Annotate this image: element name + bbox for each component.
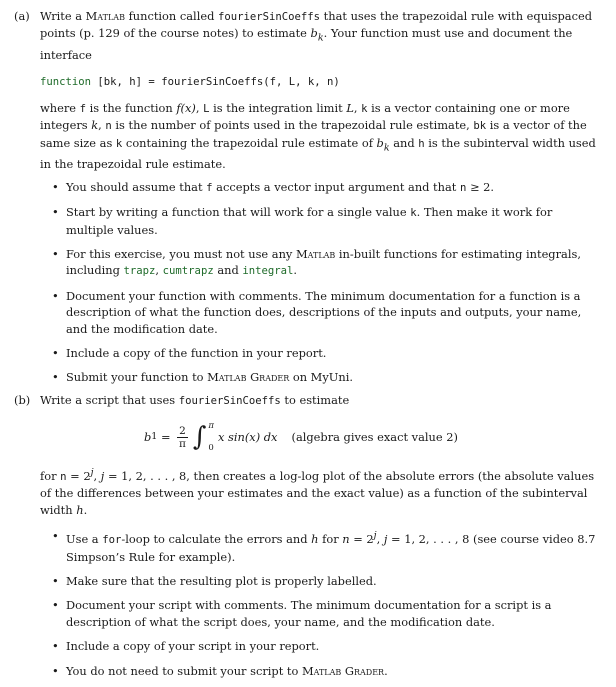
code-k: k bbox=[361, 102, 368, 115]
code-k: k bbox=[410, 207, 417, 220]
text: that uses the trapezoidal rule with equispaced points (p. 129 of the course notes) to estimate bbox=[40, 9, 593, 41]
exact-value-note: (algebra gives exact value 2) bbox=[291, 430, 458, 445]
code-k: k bbox=[115, 137, 123, 150]
text: . Then make it work for multiple values. bbox=[66, 205, 553, 237]
text: You should assume that bbox=[66, 179, 207, 194]
text: , bbox=[98, 118, 106, 133]
text: For this exercise, you must not use any bbox=[66, 247, 296, 262]
text: where bbox=[40, 100, 80, 115]
text: , bbox=[353, 100, 362, 115]
text: Document your script with comments. The minimum documentation for a script is a description of what the script does, your name, and the modification date. bbox=[66, 598, 552, 629]
upper-limit: π bbox=[208, 421, 214, 432]
text: on MyUni. bbox=[289, 370, 353, 385]
text: function called bbox=[124, 9, 218, 23]
matlab-name: Matlab bbox=[85, 9, 125, 23]
math-b: b bbox=[310, 26, 318, 41]
function-name: fourierSinCoeffs bbox=[218, 11, 321, 23]
integral-sign: ∫ bbox=[192, 422, 207, 453]
list-item bbox=[52, 663, 602, 679]
bullet: • bbox=[52, 663, 59, 678]
text: in-built functions for estimating integrals, including bbox=[66, 247, 581, 278]
text: ≥ 2. bbox=[466, 179, 495, 194]
text: Include a copy of the function in your report. bbox=[66, 346, 327, 361]
lower-limit: 0 bbox=[208, 443, 214, 454]
code-f: f bbox=[79, 102, 87, 115]
text: -loop to calculate the errors and bbox=[121, 532, 312, 547]
part-a bbox=[14, 8, 602, 394]
code-n: n bbox=[459, 181, 467, 194]
bullet: • bbox=[52, 598, 59, 613]
code-for: for bbox=[102, 534, 122, 547]
function-signature bbox=[40, 74, 602, 90]
part-a-bullets bbox=[40, 179, 602, 386]
bullet: • bbox=[52, 179, 59, 194]
text: for bbox=[40, 469, 61, 484]
part-b bbox=[14, 392, 602, 687]
text: is a vector of the same size as bbox=[40, 118, 587, 150]
code-L: L bbox=[203, 102, 210, 115]
part-b-description bbox=[40, 465, 602, 518]
math-sub: k bbox=[383, 142, 390, 153]
math-k: k bbox=[91, 118, 99, 133]
code-cumtrapz: cumtrapz bbox=[162, 265, 214, 278]
text: . bbox=[384, 663, 388, 678]
part-b-intro bbox=[40, 392, 602, 409]
text: and bbox=[389, 135, 419, 150]
denominator: π bbox=[179, 437, 186, 450]
bullet: • bbox=[52, 573, 59, 588]
text: to estimate bbox=[280, 392, 350, 407]
text: , bbox=[93, 469, 101, 484]
math-j: j bbox=[100, 469, 105, 484]
numerator: 2 bbox=[179, 424, 186, 437]
math-h: h bbox=[311, 532, 319, 547]
text: = 1, 2, . . . , 8 (see course video 8.7 Simpson’s Rule for example). bbox=[66, 532, 596, 564]
list-item bbox=[52, 179, 602, 196]
matlab-grader-name: Matlab Grader bbox=[301, 663, 385, 678]
text: = 2 bbox=[349, 532, 374, 547]
bullet: • bbox=[52, 288, 59, 303]
math-sup: j bbox=[90, 467, 94, 479]
code-bk: bk bbox=[473, 120, 487, 133]
math-sub: 1 bbox=[151, 431, 158, 443]
fraction bbox=[177, 425, 188, 450]
text: Write a bbox=[40, 9, 86, 23]
equals: = bbox=[157, 430, 175, 445]
text: Make sure that the resulting plot is properly labelled. bbox=[66, 573, 377, 588]
text: accepts a vector input argument and that bbox=[212, 179, 460, 194]
math-sub: k bbox=[317, 32, 324, 44]
list-item bbox=[52, 204, 602, 238]
math-n: n bbox=[342, 532, 350, 547]
text: Start by writing a function that will work for a single value bbox=[66, 205, 411, 220]
math-j: j bbox=[383, 532, 388, 547]
integral-limits bbox=[208, 421, 214, 453]
part-b-label: (b) bbox=[14, 392, 31, 407]
list-item bbox=[52, 246, 602, 280]
list-item bbox=[52, 573, 602, 589]
text: . bbox=[293, 263, 298, 278]
text: , bbox=[195, 100, 204, 115]
code-signature: [bk, h] = fourierSinCoeffs(f, L, k, n) bbox=[91, 75, 340, 88]
text: Document your function with comments. The minimum documentation for a function is a description of what the function does, descriptions of the inputs and outputs, your name, and the modification date. bbox=[66, 288, 582, 336]
bullet: • bbox=[52, 529, 59, 544]
text: containing the trapezoidal rule estimate of bbox=[122, 135, 377, 150]
part-b-bullets bbox=[40, 528, 602, 679]
integral-equation bbox=[40, 413, 602, 461]
text: . bbox=[83, 502, 88, 517]
text: = 2 bbox=[66, 469, 91, 484]
code-n: n bbox=[105, 120, 112, 133]
math-b: b bbox=[144, 430, 152, 445]
function-name: fourierSinCoeffs bbox=[178, 394, 281, 407]
text: Use a bbox=[66, 532, 103, 547]
list-item bbox=[52, 369, 602, 385]
list-item bbox=[52, 345, 602, 361]
interface-description bbox=[40, 100, 602, 173]
text: Include a copy of your script in your report. bbox=[66, 639, 320, 654]
integrand: x sin(x) dx bbox=[217, 430, 278, 445]
part-a-intro bbox=[40, 8, 602, 64]
code-trapz: trapz bbox=[123, 265, 156, 278]
code-h: h bbox=[418, 137, 425, 150]
text: , bbox=[376, 532, 384, 547]
text: is the subinterval width used in the trapezoidal rule estimate. bbox=[40, 135, 596, 172]
math-L: L bbox=[346, 100, 354, 115]
math-sup: j bbox=[373, 530, 377, 542]
text: . Your function must use and document the interface bbox=[40, 26, 573, 63]
code-f: f bbox=[206, 181, 213, 194]
list-item bbox=[52, 288, 602, 337]
text: = 1, 2, . . . , 8, then creates a log-log plot of the absolute errors (the absolute values of the differences between your estimates and the exact value) as a function of the subinterval width bbox=[40, 469, 595, 517]
text: for bbox=[318, 532, 343, 547]
text: is a vector containing one or more integers bbox=[40, 100, 570, 133]
list-item bbox=[52, 597, 602, 630]
math-h: h bbox=[76, 502, 84, 517]
text: is the function bbox=[86, 100, 177, 115]
text: Write a script that uses bbox=[40, 392, 179, 407]
math-fx: f(x) bbox=[176, 100, 196, 115]
bullet: • bbox=[52, 205, 59, 220]
text: is the integration limit bbox=[209, 100, 347, 115]
bullet: • bbox=[52, 346, 59, 361]
text: You do not need to submit your script to bbox=[66, 663, 302, 678]
text: is the number of points used in the trapezoidal rule estimate, bbox=[111, 118, 474, 133]
matlab-grader-name: Matlab Grader bbox=[207, 370, 290, 385]
bullet: • bbox=[52, 247, 59, 262]
code-keyword: function bbox=[40, 75, 92, 88]
code-n: n bbox=[60, 471, 67, 484]
text: Submit your function to bbox=[66, 370, 208, 385]
text: and bbox=[213, 263, 243, 278]
bullet: • bbox=[52, 370, 59, 385]
bullet: • bbox=[52, 639, 59, 654]
list-item bbox=[52, 638, 602, 654]
text: , bbox=[155, 263, 163, 278]
code-integral: integral bbox=[242, 265, 294, 278]
matlab-name: Matlab bbox=[295, 247, 336, 262]
math-b: b bbox=[376, 135, 384, 150]
part-a-label: (a) bbox=[14, 9, 30, 23]
list-item bbox=[52, 528, 602, 565]
